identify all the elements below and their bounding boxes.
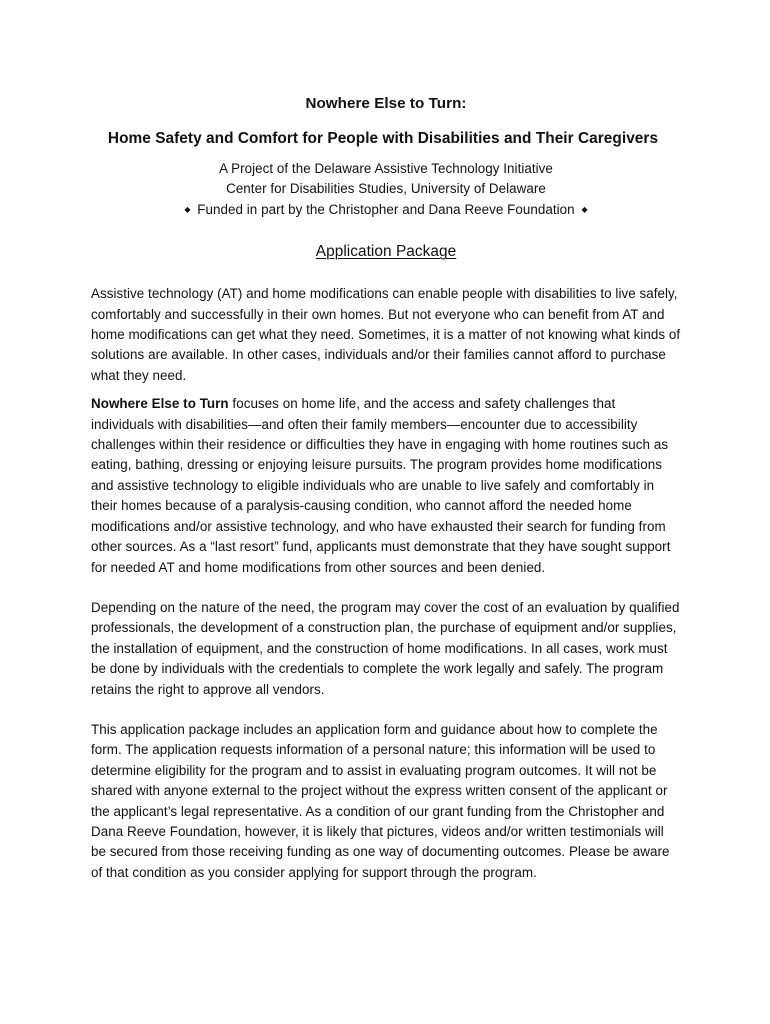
document-subtitle: Home Safety and Comfort for People with Disabilities and Their Caregivers bbox=[107, 130, 659, 147]
funding-line bbox=[91, 200, 681, 220]
paragraph-coverage: Depending on the nature of the need, the program may cover the cost of an evaluation by qualified professionals, the development of a construction plan, the purchase of equipment and/or supplies, the installation of equipment, and the construction of home modifications. In all cases, work must be done by individuals with the credentials to complete the work legally and safely. The program retains the right to approve all vendors. bbox=[91, 599, 680, 697]
program-name: Nowhere Else to Turn bbox=[91, 396, 229, 412]
paragraph-intro: Assistive technology (AT) and home modifications can enable people with disabilities to live safely, comfortably and successfully in their own homes. But not everyone who can benefit from AT and home modifications can get what they need. Sometimes, it is a matter of not knowing what kinds of solutions are available. In other cases, individuals and/or their families cannot afford to purchase what they need. bbox=[91, 286, 681, 383]
diamond-bullet-icon: ◆ bbox=[581, 204, 588, 214]
funding-text: Funded in part by the Christopher and Dana Reeve Foundation bbox=[197, 201, 575, 217]
project-line-initiative: A Project of the Delaware Assistive Technology Initiative bbox=[219, 161, 553, 176]
section-heading: Application Package bbox=[315, 243, 457, 261]
program-description-text: focuses on home life, and the access and safety challenges that individuals with disabilities—and often their family members—encounter due to accessibility challenges within their residence or difficulties they have in engaging with home routines such as eating, bathing, dressing or enjoying leisure pursuits. The program provides home modifications and assistive technology to eligible individuals who are unable to live safely and comfortably in their homes because of a paralysis-causing condition, who cannot afford the needed home modifications and/or assistive technology, and who have exhausted their search for funding from other sources. As a “last resort” fund, applicants must demonstrate that they have sought support for needed AT and home modifications from other sources and been denied. bbox=[91, 396, 671, 575]
paragraph-application-package: This application package includes an application form and guidance about how to complete the form. The application requests information of a personal nature; this information will be used to determine eligibility for the program and to assist in evaluating program outcomes. It will not be shared with anyone external to the project without the express written consent of the applicant or the applicant’s legal representative. As a condition of our grant funding from the Christopher and Dana Reeve Foundation, however, it is likely that pictures, videos and/or written testimonials will be secured from those receiving funding as one way of documenting outcomes. Please be aware of that condition as you consider applying for support through the program. bbox=[91, 721, 670, 880]
document-title: Nowhere Else to Turn: bbox=[305, 95, 467, 112]
document-body bbox=[91, 94, 681, 883]
project-info bbox=[91, 159, 681, 220]
paragraph-program-description bbox=[91, 394, 681, 578]
project-line-center: Center for Disabilities Studies, University of Delaware bbox=[226, 181, 546, 197]
diamond-bullet-icon: ◆ bbox=[184, 204, 191, 214]
